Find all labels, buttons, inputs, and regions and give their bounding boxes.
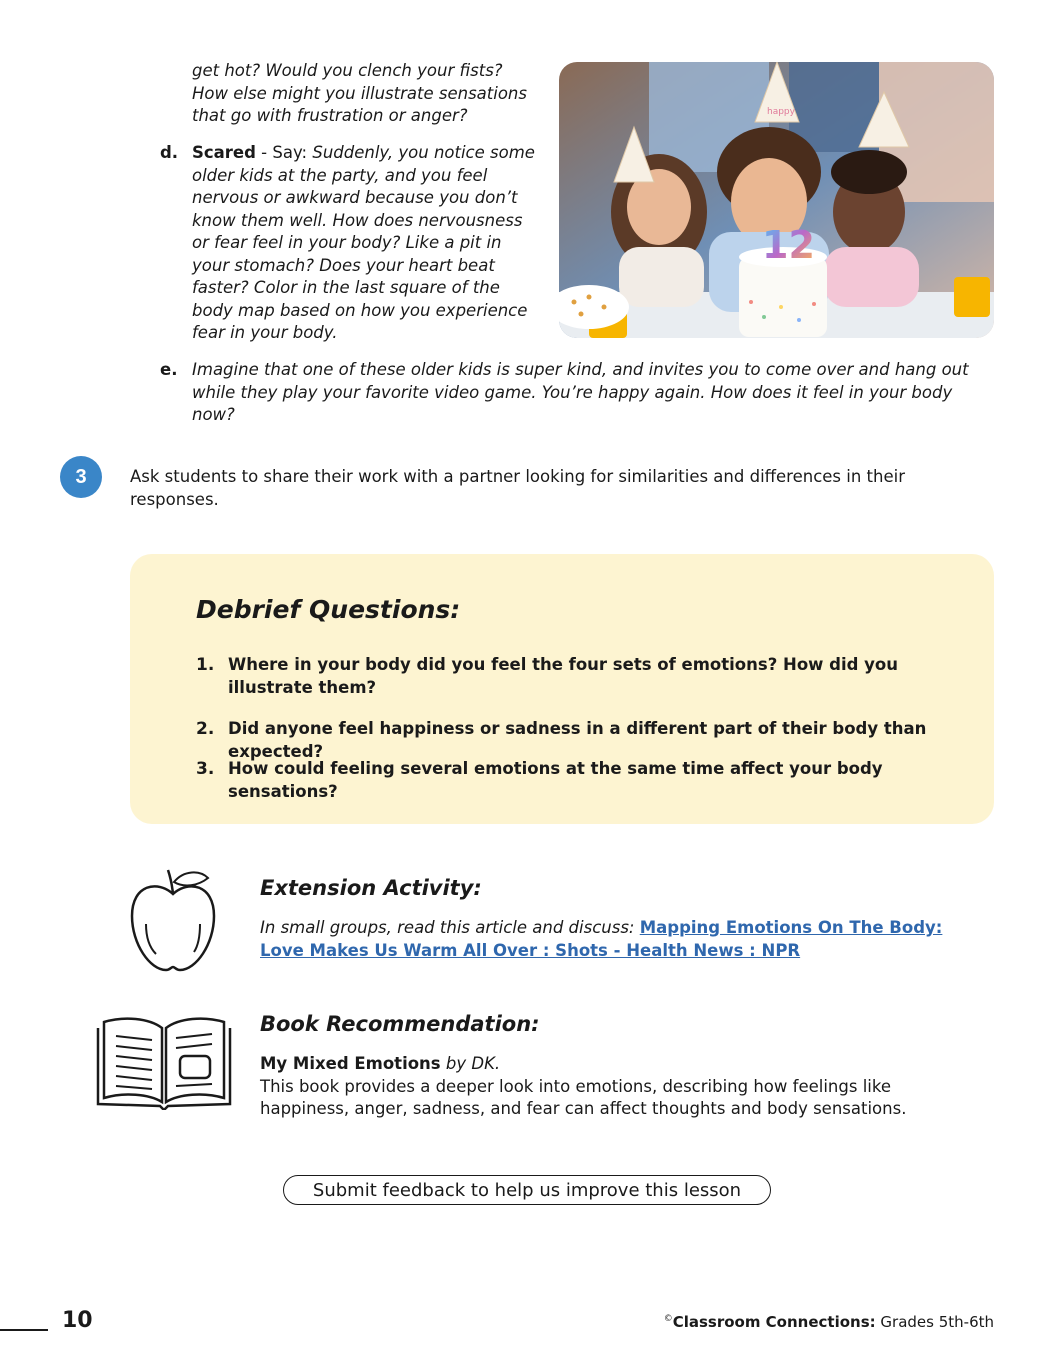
debrief-questions-box [130,554,994,824]
book-author: by DK. [440,1054,501,1073]
footer-brand: Classroom Connections: [672,1313,876,1331]
list-item-c-continuation: get hot? Would you clench your fists? How else might you illustrate sensations that go with frustration or anger? [192,61,527,125]
extension-intro: In small groups, read this article and discuss: [260,918,640,937]
prompt-text: Imagine that one of these older kids is super kind, and invites you to come over and hang out while they play your favorite video game. You’re happy again. How does it feel in your body now? [192,360,969,424]
say-label: - Say: [255,143,313,162]
extension-activity-body [260,917,990,962]
footer-rule [0,1329,48,1331]
birthday-photo-illustration [559,62,994,338]
cake-number: 12 [762,223,815,267]
question-number: 2. [196,719,215,739]
list-letter: d. [160,143,179,162]
list-letter: e. [160,360,178,379]
birthday-party-photo [559,62,994,338]
step-instruction: Ask students to share their work with a partner looking for similarities and differences in their responses. [130,467,906,509]
apple-icon [128,866,218,974]
book-recommendation-title: Book Recommendation: [260,1012,540,1036]
footer-credit [664,1313,994,1331]
prompt-text: Suddenly, you notice some older kids at the party, and you feel nervous or awkward because you don’t know them well. How does nervousness or fear feel in your body? Like a pit in your stomach? Does your heart beat faster? Color in the last square of the body map based on how you experience fear in your body. [192,143,535,342]
question-text: Did anyone feel happiness or sadness in a different part of their body than expected? [228,719,927,761]
step-number-badge: 3 [60,456,102,498]
copyright-symbol: © [663,1314,673,1324]
question-text: How could feeling several emotions at the same time affect your body sensations? [228,759,883,801]
submit-feedback-button[interactable]: Submit feedback to help us improve this lesson [283,1175,771,1205]
footer-grades: Grades 5th-6th [875,1313,994,1331]
npr-article-link[interactable]: Mapping Emotions On The Body: Love Makes Us Warm All Over : Shots - Health News : NPR [260,918,943,960]
page-number: 10 [62,1308,93,1333]
extension-activity-title: Extension Activity: [260,876,482,900]
question-text: Where in your body did you feel the four sets of emotions? How did you illustrate them? [228,655,899,697]
open-book-icon [94,1014,234,1110]
book-title: My Mixed Emotions [260,1054,441,1073]
hat-text: happy [767,107,795,117]
book-description: This book provides a deeper look into emotions, describing how feelings like happiness, anger, sadness, and fear can affect thoughts and body sensations. [260,1076,907,1118]
list-item-body [192,142,537,345]
book-recommendation-body [260,1053,960,1121]
question-number: 1. [196,655,215,675]
debrief-title: Debrief Questions: [196,595,461,624]
emotion-label: Scared [192,143,256,162]
question-number: 3. [196,759,215,779]
